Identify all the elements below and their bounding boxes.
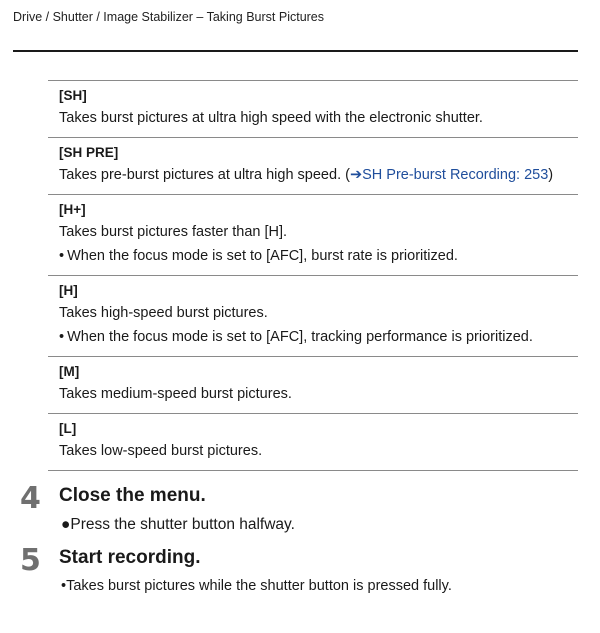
mode-description: Takes low-speed burst pictures.: [59, 443, 263, 459]
mode-note: [59, 328, 578, 347]
mode-name: [M]: [59, 364, 80, 379]
mode-row-sh: [48, 80, 578, 137]
mode-note: [59, 247, 578, 266]
step-instruction: [61, 578, 452, 594]
step-instruction-text: Takes burst pictures while the shutter button is pressed fully.: [66, 578, 452, 594]
mode-description: Takes high-speed burst pictures.: [59, 305, 268, 321]
mode-description: Takes burst pictures faster than [H].: [59, 224, 288, 240]
header-divider: [13, 50, 578, 52]
step-number: 4: [20, 481, 41, 516]
arrow-icon: ➔: [349, 167, 363, 183]
bullet-icon: •: [59, 248, 65, 264]
burst-mode-table: [48, 80, 578, 471]
breadcrumb: Drive / Shutter / Image Stabilizer – Taking Burst Pictures: [13, 10, 325, 24]
mode-name: [H]: [59, 283, 78, 298]
step-instruction: [61, 516, 295, 534]
step-title: Start recording.: [59, 547, 201, 568]
mode-note-text: When the focus mode is set to [AFC], burst rate is prioritized.: [67, 248, 458, 264]
mode-description: Takes burst pictures at ultra high speed with the electronic shutter.: [59, 110, 483, 126]
mode-description: [59, 166, 578, 185]
cross-reference-link[interactable]: [350, 167, 548, 183]
mode-row-h-plus: [48, 194, 578, 275]
mode-note-text: When the focus mode is set to [AFC], tracking performance is prioritized.: [67, 329, 533, 345]
mode-description-end: ): [548, 167, 554, 183]
step-number: 5: [20, 543, 41, 578]
mode-name: [SH]: [59, 88, 87, 103]
mode-description: Takes medium-speed burst pictures.: [59, 386, 292, 402]
step-title: Close the menu.: [59, 485, 206, 506]
bullet-icon: •: [61, 578, 67, 594]
mode-row-h: [48, 275, 578, 356]
mode-row-sh-pre: [48, 137, 578, 194]
mode-name: [SH PRE]: [59, 145, 119, 160]
mode-name: [H+]: [59, 202, 86, 217]
bullet-icon: ●: [61, 516, 71, 533]
mode-row-l: [48, 413, 578, 471]
mode-row-m: [48, 356, 578, 413]
cross-reference-text: SH Pre-burst Recording: 253: [362, 167, 549, 183]
bullet-icon: •: [59, 329, 65, 345]
step-instruction-text: Press the shutter button halfway.: [70, 516, 295, 533]
mode-name: [L]: [59, 421, 77, 436]
mode-description-text: Takes pre-burst pictures at ultra high speed. (: [59, 167, 350, 183]
